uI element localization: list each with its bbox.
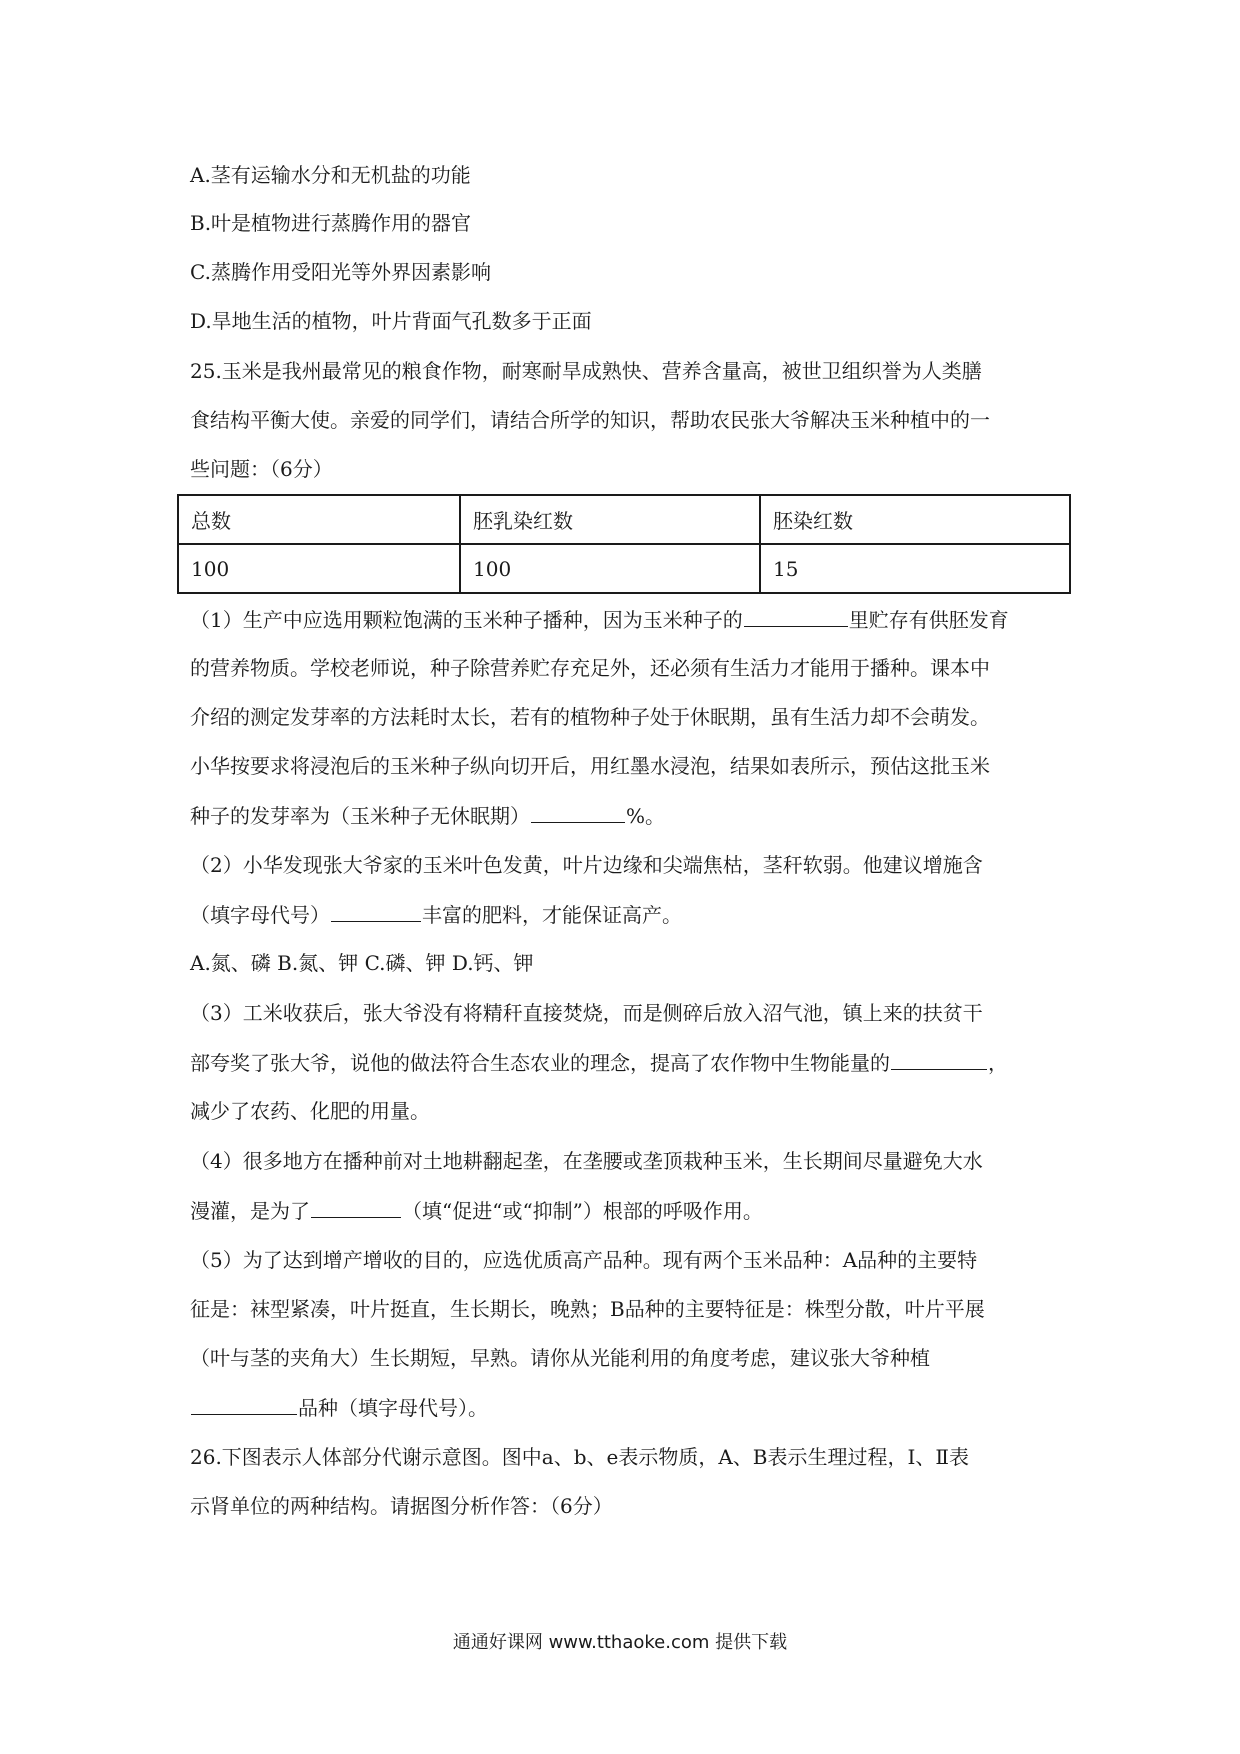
- q25-intro-line-3: 些问题：（6分）: [190, 457, 333, 481]
- q25-p5-line-1: （5）为了达到增产增收的目的，应选优质高产品种。现有两个玉米品种：A品种的主要特: [190, 1248, 978, 1272]
- q25-p1-line-2: 的营养物质。学校老师说，种子除营养贮存充足外，还必须有生活力才能用于播种。课本中: [190, 656, 990, 680]
- q25-p1-text: 里贮存有供胚发育: [848, 608, 1009, 632]
- answer-blank[interactable]: [531, 800, 625, 823]
- q25-p1-line-4: 小华按要求将浸泡后的玉米种子纵向切开后，用红墨水浸泡，结果如表所示，预估这批玉米: [190, 754, 990, 778]
- q25-p5-text: 品种（填字母代号）。: [298, 1396, 488, 1420]
- option-c: C.蒸腾作用受阳光等外界因素影响: [190, 260, 491, 284]
- q25-p2-options: A.氮、磷 B.氮、钾 C.磷、钾 D.钙、钾: [190, 951, 534, 975]
- q25-p4-line-2: [190, 1195, 1070, 1226]
- q25-p1-text: %。: [626, 804, 666, 828]
- page-footer: 通通好课网 www.tthaoke.com 提供下载: [452, 1632, 788, 1653]
- q25-p3-line-1: （3）工米收获后，张大爷没有将精秆直接焚烧，而是侧碎后放入沼气池，镇上来的扶贫干: [190, 1001, 983, 1025]
- table-header-cell: 胚染红数: [760, 495, 1070, 544]
- table-header-row: [178, 495, 1070, 544]
- answer-blank[interactable]: [331, 899, 421, 922]
- q25-p1-line-5: [190, 800, 1070, 831]
- table-cell: 15: [760, 544, 1070, 593]
- germination-table: [177, 494, 1071, 594]
- q25-p3-line-3: 减少了农药、化肥的用量。: [190, 1099, 430, 1123]
- q25-p4-text: 漫灌，是为了: [190, 1199, 310, 1223]
- table-row: [178, 544, 1070, 593]
- q25-p3-text: ，: [988, 1051, 1008, 1075]
- q25-p5-line-2: 征是：袜型紧凑，叶片挺直，生长期长，晚熟；B品种的主要特征是：株型分散，叶片平展: [190, 1297, 985, 1321]
- option-d: D.旱地生活的植物，叶片背面气孔数多于正面: [190, 309, 592, 333]
- q25-p4-line-1: （4）很多地方在播种前对土地耕翻起垄，在垄腰或垄顶栽种玉米，生长期间尽量避免大水: [190, 1149, 983, 1173]
- q25-p1-line-3: 介绍的测定发芽率的方法耗时太长，若有的植物种子处于休眠期，虽有生活力却不会萌发。: [190, 705, 990, 729]
- q25-p1-line-1: [190, 604, 1070, 635]
- table-header-cell: 胚乳染红数: [460, 495, 760, 544]
- answer-blank[interactable]: [744, 604, 848, 627]
- q25-p5-line-4: [190, 1392, 1070, 1423]
- table-cell: 100: [460, 544, 760, 593]
- table-cell: 100: [178, 544, 460, 593]
- q25-p1-text: 种子的发芽率为（玉米种子无休眠期）: [190, 804, 530, 828]
- q25-p3-text: 部夸奖了张大爷，说他的做法符合生态农业的理念，提高了农作物中生物能量的: [190, 1051, 890, 1075]
- answer-blank[interactable]: [191, 1392, 297, 1415]
- q25-p4-text: （填“促进“或“抑制”）根部的呼吸作用。: [402, 1199, 763, 1223]
- q25-p2-text: （填字母代号）: [190, 903, 330, 927]
- q25-intro-line-1: 25.玉米是我州最常见的粮食作物，耐寒耐旱成熟快、营养含量高，被世卫组织誉为人类膳: [190, 359, 982, 383]
- q25-p2-line-2: [190, 899, 1070, 930]
- q25-p2-line-1: （2）小华发现张大爷家的玉米叶色发黄，叶片边缘和尖端焦枯，茎秆软弱。他建议增施含: [190, 853, 983, 877]
- q25-p5-line-3: （叶与茎的夹角大）生长期短，早熟。请你从光能利用的角度考虑，建议张大爷种植: [190, 1346, 930, 1370]
- table-header-cell: 总数: [178, 495, 460, 544]
- answer-blank[interactable]: [311, 1195, 401, 1218]
- q26-line-1: 26.下图表示人体部分代谢示意图。图中a、b、e表示物质，A、B表示生理过程，I、Ⅱ表: [190, 1445, 970, 1469]
- q26-line-2: 示肾单位的两种结构。请据图分析作答：（6分）: [190, 1494, 613, 1518]
- q25-intro-line-2: 食结构平衡大使。亲爱的同学们，请结合所学的知识，帮助农民张大爷解决玉米种植中的一: [190, 408, 990, 432]
- answer-blank[interactable]: [891, 1047, 987, 1070]
- option-a: A.茎有运输水分和无机盐的功能: [190, 163, 471, 187]
- q25-p2-text: 丰富的肥料，才能保证高产。: [422, 903, 682, 927]
- q25-p1-text: （1）生产中应选用颗粒饱满的玉米种子播种，因为玉米种子的: [190, 608, 743, 632]
- option-b: B.叶是植物进行蒸腾作用的器官: [190, 211, 472, 235]
- q25-p3-line-2: [190, 1047, 1070, 1078]
